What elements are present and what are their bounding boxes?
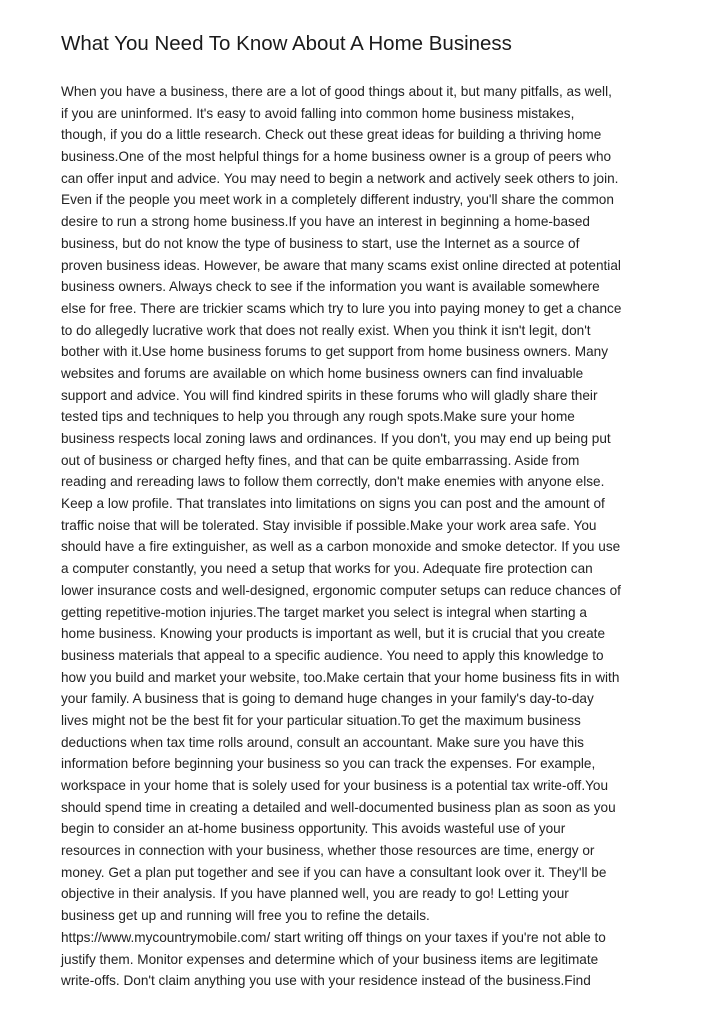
body-line: out of business or charged hefty fines, and that can be quite embarrassing. Aside from [61,452,580,468]
body-line: tested tips and techniques to help you through any rough spots.Make sure your home [61,409,575,425]
body-line: information before beginning your business so you can track the expenses. For example, [61,756,596,772]
body-line: business get up and running will free you to refine the details. [61,908,430,924]
body-line: traffic noise that will be tolerated. Stay invisible if possible.Make your work area safe. You [61,517,597,533]
body-line: reading and rereading laws to follow them correctly, don't make enemies with anyone else. [61,474,605,490]
body-line: resources in connection with your business, whether those resources are time, energy or [61,843,595,859]
body-line: justify them. Monitor expenses and determine which of your business items are legitimate [61,951,599,967]
body-line: Even if the people you meet work in a completely different industry, you'll share the common [61,192,614,208]
body-line: deductions when tax time rolls around, consult an accountant. Make sure you have this [61,734,584,750]
body-line: lower insurance costs and well-designed, ergonomic computer setups can reduce chances of [61,582,621,598]
body-line: lives might not be the best fit for your particular situation.To get the maximum business [61,712,581,728]
body-line: if you are uninformed. It's easy to avoid falling into common home business mistakes, [61,105,575,121]
body-line: business materials that appeal to a specific audience. You need to apply this knowledge to [61,647,604,663]
body-line: to do allegedly lucrative work that does not really exist. When you think it isn't legit, don't [61,322,591,338]
body-line: can offer input and advice. You may need to begin a network and actively seek others to join. [61,170,619,186]
body-line: https://www.mycountrymobile.com/ start writing off things on your taxes if you're not able to [61,929,606,945]
body-line: websites and forums are available on which home business owners can find invaluable [61,365,584,381]
body-line: business respects local zoning laws and ordinances. If you don't, you may end up being put [61,431,611,446]
body-line: business owners. Always check to see if the information you want is available somewhere [61,279,600,295]
body-line: desire to run a strong home business.If you have an interest in beginning a home-based [61,214,590,230]
body-line: bother with it.Use home business forums to get support from home business owners. Many [61,344,609,360]
body-line: When you have a business, there are a lot of good things about it, but many pitfalls, as well, [61,84,612,99]
body-line: support and advice. You will find kindred spirits in these forums who will gladly share their [61,387,598,403]
body-line: proven business ideas. However, be aware that many scams exist online directed at potential [61,257,621,273]
document-title: What You Need To Know About A Home Business [61,32,512,55]
body-line: begin to consider an at-home business opportunity. This avoids wasteful use of your [61,821,566,837]
body-line: how you build and market your website, too.Make certain that your home business fits in with [61,669,620,685]
body-line: else for free. There are trickier scams which try to lure you into paying money to get a chance [61,300,622,316]
body-line: home business. Knowing your products is important as well, but it is crucial that you create [61,626,606,642]
body-line: write-offs. Don't claim anything you use with your residence instead of the business.Find [61,973,591,989]
body-line: objective in their analysis. If you have planned well, you are ready to go! Letting your [61,886,569,902]
body-line: business, but do not know the type of business to start, use the Internet as a source of [61,235,580,251]
body-line: money. Get a plan put together and see if you can have a consultant look over it. They'll be [61,864,607,880]
body-line: should spend time in creating a detailed and well-documented business plan as soon as you [61,799,616,815]
body-line: a computer constantly, you need a setup that works for you. Adequate fire protection can [61,561,593,577]
body-line: business.One of the most helpful things for a home business owner is a group of peers who [61,149,612,165]
body-line: should have a fire extinguisher, as well as a carbon monoxide and smoke detector. If you use [61,539,621,555]
body-line: your family. A business that is going to demand huge changes in your family's day-to-day [61,691,594,707]
document-body [61,81,681,992]
body-line: workspace in your home that is solely used for your business is a potential tax write-off.You [61,778,609,793]
body-line: Keep a low profile. That translates into limitations on signs you can post and the amount of [61,496,605,512]
body-line: though, if you do a little research. Check out these great ideas for building a thriving home [61,127,602,143]
body-line: getting repetitive-motion injuries.The target market you select is integral when starting a [61,604,587,620]
